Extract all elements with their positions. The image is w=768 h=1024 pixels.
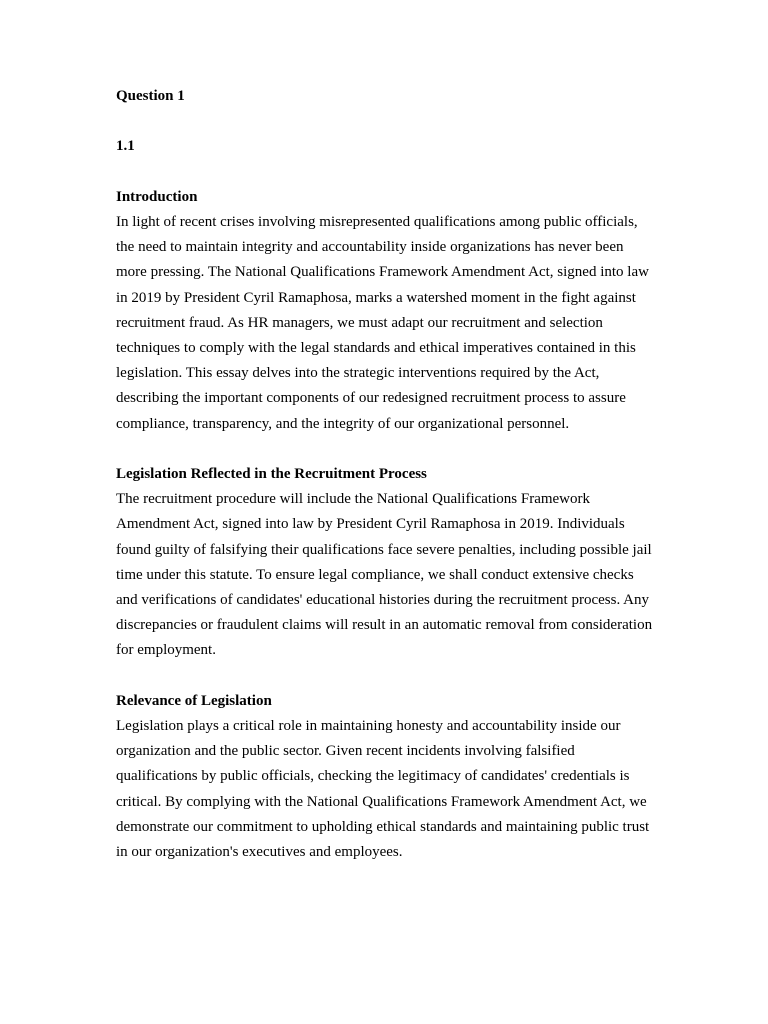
introduction-paragraph: In light of recent crises involving misrepresented qualifications among public officials, the need to maintain integrity and accountability inside organizations has never been more pressing. The National Qualifications Framework Amendment Act, signed into law in 2019 by President Cyril Ramaphosa, marks a watershed moment in the fight against recruitment fraud. As HR managers, we must adapt our recruitment and selection techniques to comply with the legal standards and ethical imperatives contained in this legislation. This essay delves into the strategic interventions required by the Act, describing the important components of our redesigned recruitment process to assure compliance, transparency, and the integrity of our organizational personnel. — [116, 213, 649, 432]
spacer — [116, 664, 656, 689]
question-title: Question 1 — [116, 88, 185, 104]
relevance-paragraph: Legislation plays a critical role in maintaining honesty and accountability inside our organization and the public sector. Given recent incidents involving falsified qualifications by public officials, checking the legitimacy of candidates' credentials is critical. By complying with the National Qualifications Framework Amendment Act, we demonstrate our commitment to upholding ethical standards and maintaining public trust in our organization's executives and employees. — [116, 718, 650, 861]
legislation-reflected-paragraph: The recruitment procedure will include the National Qualifications Framework Amendment Act, signed into law by President Cyril Ramaphosa in 2019. Individuals found guilty of falsifying their qualifications face severe penalties, including possible jail time under this statute. To ensure legal compliance, we shall conduct extensive checks and verifications of candidates' educational histories during the recruitment process. Any discrepancies or fraudulent claims will result in an automatic removal from consideration for employment. — [116, 491, 653, 659]
section-number: 1.1 — [116, 138, 135, 155]
relevance-heading: Relevance of Legislation — [116, 692, 272, 709]
spacer — [116, 109, 656, 134]
document-page — [116, 84, 656, 865]
introduction-heading: Introduction — [116, 188, 198, 205]
legislation-reflected-heading: Legislation Reflected in the Recruitment Process — [116, 466, 427, 482]
spacer — [116, 160, 656, 185]
spacer — [116, 437, 656, 462]
